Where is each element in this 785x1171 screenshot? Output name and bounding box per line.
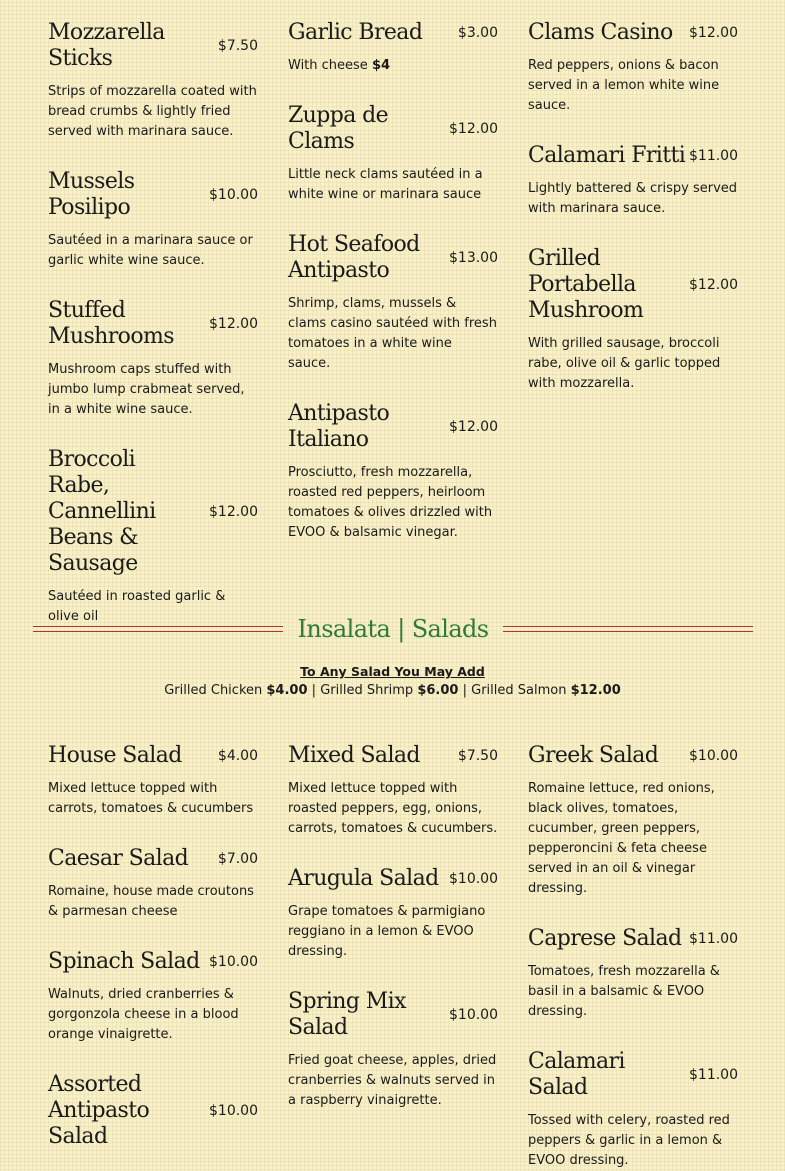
item-price: $12.00 (449, 121, 498, 137)
description-text: With cheese (288, 58, 372, 73)
item-name: Caprese Salad (528, 926, 682, 951)
item-description (288, 56, 498, 76)
item-price: $7.50 (457, 748, 498, 764)
item-price: $10.00 (449, 1007, 498, 1023)
item-name: Assorted Antipasto Salad (48, 1072, 150, 1149)
item-price: $4.00 (217, 748, 258, 764)
item-description: Mixed lettuce topped with carrots, tomatoes & cucumbers (48, 781, 254, 816)
addon-price: $12.00 (570, 683, 621, 698)
item-description: Mushroom caps stuffed with jumbo lump crabmeat served, in a white wine sauce. (48, 362, 245, 417)
item-description: Lightly battered & crispy served with marinara sauce. (528, 181, 738, 216)
menu-item-hot-seafood-antipasto (288, 232, 498, 374)
item-description: Strips of mozzarella coated with bread crumbs & lightly fried served with marinara sauce. (48, 84, 257, 139)
menu-item-house-salad (48, 743, 258, 819)
item-name: Calamari Fritti (528, 143, 686, 168)
appetizers-column-1 (48, 20, 258, 627)
menu-item-spinach-salad (48, 949, 258, 1045)
item-name: Mixed Salad (288, 743, 420, 768)
item-name: Garlic Bread (288, 20, 423, 45)
menu-item-calamari-fritti (528, 143, 738, 219)
item-name: Mussels Posilipo (48, 169, 135, 220)
addon-title: To Any Salad You May Add (300, 664, 485, 679)
item-name: Mozzarella Sticks (48, 20, 165, 71)
item-description: Romaine, house made croutons & parmesan cheese (48, 884, 254, 919)
item-description: Romaine lettuce, red onions, black olives, tomatoes, cucumber, green peppers, pepperoncini & feta cheese served in an oil & vinegar dressing. (528, 781, 715, 896)
item-price: $10.00 (209, 187, 258, 203)
menu-item-mussels-posilipo (48, 169, 258, 271)
addon-price: $6.00 (417, 683, 459, 698)
item-price: $10.00 (209, 954, 258, 970)
item-description: Prosciutto, fresh mozzarella, roasted red peppers, heirloom tomatoes & olives drizzled with EVOO & balsamic vinegar. (288, 465, 493, 540)
menu-item-calamari-salad (528, 1049, 738, 1171)
item-price: $10.00 (449, 871, 498, 887)
item-price: $11.00 (689, 931, 738, 947)
item-name: Calamari Salad (528, 1049, 625, 1100)
item-description: Grape tomatoes & parmigiano reggiano in a lemon & EVOO dressing. (288, 904, 486, 959)
menu-item-assorted-antipasto-salad (48, 1072, 258, 1150)
menu-item-garlic-bread (288, 20, 498, 76)
addon-separator: | (462, 683, 467, 698)
item-name: Broccoli Rabe, Cannellini Beans & Sausage (48, 447, 156, 576)
salads-column-3 (528, 743, 738, 1171)
item-description: Sautéed in a marinara sauce or garlic white wine sauce. (48, 233, 253, 268)
menu-item-mozzarella-sticks (48, 20, 258, 142)
addon-label: Grilled Chicken (164, 683, 263, 698)
item-description: Walnuts, dried cranberries & gorgonzola cheese in a blood orange vinaigrette. (48, 987, 239, 1042)
menu-item-grilled-portabella (528, 246, 738, 394)
item-price: $12.00 (689, 25, 738, 41)
addon-label: Grilled Salmon (471, 683, 567, 698)
menu-item-greek-salad (528, 743, 738, 899)
menu-item-clams-casino (528, 20, 738, 116)
item-name: Caesar Salad (48, 846, 189, 871)
menu-item-caesar-salad (48, 846, 258, 922)
salads-column-1 (48, 743, 258, 1150)
menu-item-caprese-salad (528, 926, 738, 1022)
addon-price: $4.00 (266, 683, 308, 698)
item-price: $10.00 (689, 748, 738, 764)
appetizers-column-2 (288, 20, 498, 543)
item-name: House Salad (48, 743, 182, 768)
item-description: Little neck clams sautéed in a white wine or marinara sauce (288, 167, 483, 202)
item-description: Red peppers, onions & bacon served in a lemon white wine sauce. (528, 58, 720, 113)
menu-item-broccoli-rabe (48, 447, 258, 627)
menu-item-arugula-salad (288, 866, 498, 962)
item-name: Hot Seafood Antipasto (288, 232, 420, 283)
addon-label: Grilled Shrimp (320, 683, 414, 698)
item-price: $7.50 (217, 38, 258, 54)
section-title: Insalata | Salads (297, 615, 489, 643)
item-name: Clams Casino (528, 20, 673, 45)
extra-price: $4 (371, 58, 391, 73)
item-description: With grilled sausage, broccoli rabe, olive oil & garlic topped with mozzarella. (528, 336, 721, 391)
item-price: $12.00 (209, 504, 258, 520)
item-price: $12.00 (449, 419, 498, 435)
menu-item-stuffed-mushrooms (48, 298, 258, 420)
item-price: $13.00 (449, 250, 498, 266)
item-name: Arugula Salad (288, 866, 439, 891)
item-price: $3.00 (457, 25, 498, 41)
menu-item-antipasto-italiano (288, 401, 498, 543)
divider-left (33, 626, 283, 632)
item-description: Sautéed in roasted garlic & olive oil (48, 589, 226, 624)
item-description: Fried goat cheese, apples, dried cranberries & walnuts served in a raspberry vinaigrette. (288, 1053, 497, 1108)
salads-section-header (33, 612, 753, 646)
item-name: Greek Salad (528, 743, 659, 768)
item-price: $11.00 (689, 148, 738, 164)
item-name: Spinach Salad (48, 949, 200, 974)
addon-list (0, 683, 785, 698)
menu-item-mixed-salad (288, 743, 498, 839)
item-name: Zuppa de Clams (288, 103, 389, 154)
item-price: $12.00 (689, 277, 738, 293)
item-description: Tossed with celery, roasted red peppers & garlic in a lemon & EVOO dressing. (528, 1113, 730, 1168)
item-price: $11.00 (689, 1067, 738, 1083)
item-description: Tomatoes, fresh mozzarella & basil in a balsamic & EVOO dressing. (528, 964, 720, 1019)
menu-item-spring-mix-salad (288, 989, 498, 1111)
item-price: $10.00 (209, 1103, 258, 1119)
item-price: $7.00 (217, 851, 258, 867)
item-name: Grilled Portabella Mushroom (528, 246, 644, 323)
item-name: Stuffed Mushrooms (48, 298, 174, 349)
appetizers-column-3 (528, 20, 738, 394)
item-price: $12.00 (209, 316, 258, 332)
addon-separator: | (311, 683, 317, 698)
menu-item-zuppa-de-clams (288, 103, 498, 205)
item-description: Mixed lettuce topped with roasted peppers, egg, onions, carrots, tomatoes & cucumbers. (288, 781, 498, 836)
item-name: Antipasto Italiano (288, 401, 390, 452)
item-name: Spring Mix Salad (288, 989, 406, 1040)
item-description: Shrimp, clams, mussels & clams casino sautéed with fresh tomatoes in a white wine sauce. (288, 296, 497, 371)
salads-column-2 (288, 743, 498, 1111)
divider-right (503, 626, 753, 632)
